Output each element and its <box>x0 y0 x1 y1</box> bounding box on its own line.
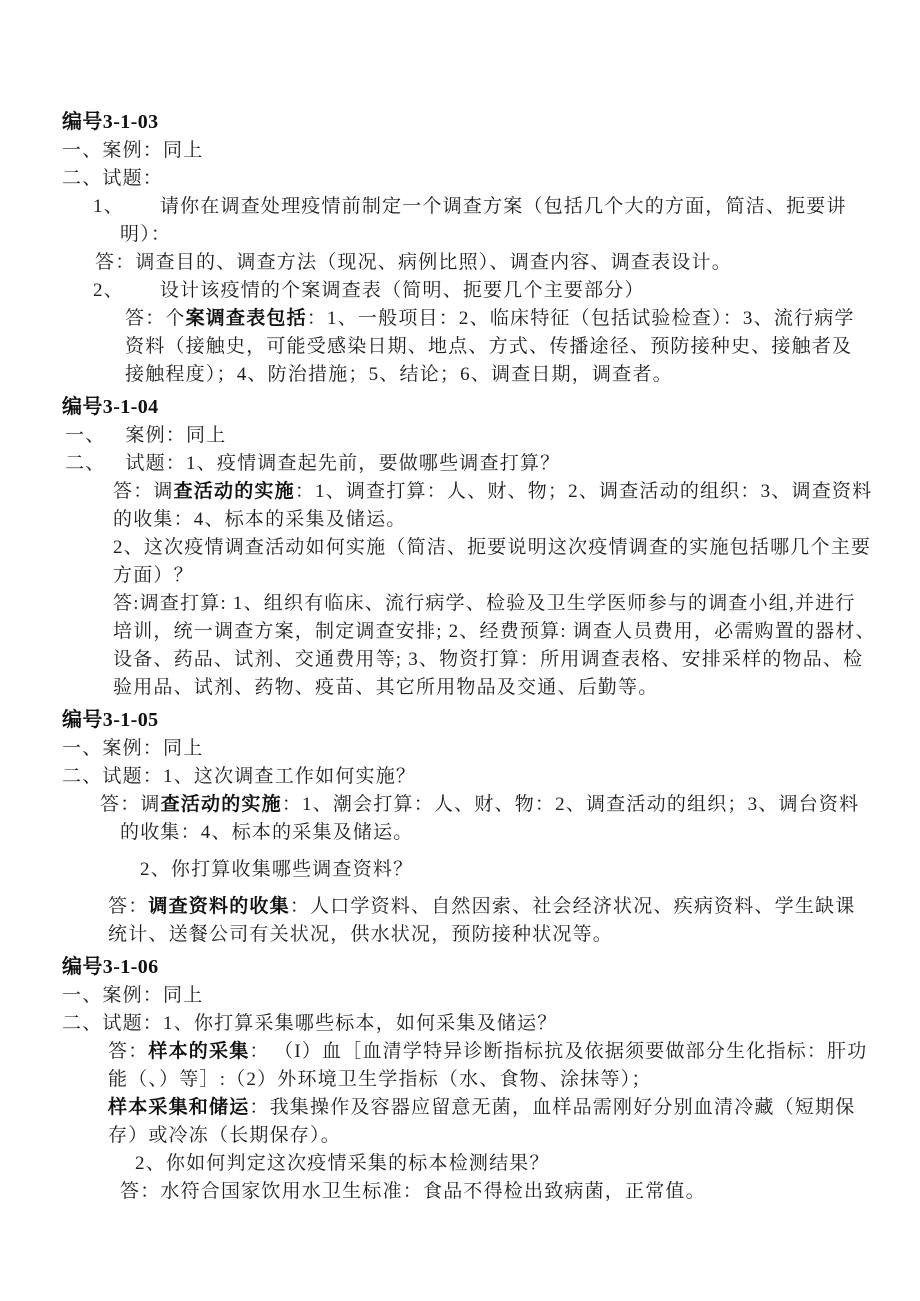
text-run: 的收集：4、标本的采集及储运。 <box>113 509 407 530</box>
section-number-heading <box>62 393 920 422</box>
text-run: ：1、调查打算：人、财、物；2、调查活动的组织：3、调查资料 <box>294 481 873 502</box>
text-run: 二、试题：1、这次调查工作如何实施？ <box>62 766 417 787</box>
text-run: 存）或冷冻（长期保存）。 <box>108 1125 341 1146</box>
section-number-heading <box>62 953 920 982</box>
text-run: （I）血［血清学特异诊断指标抗及依据须要做部分生化指标：肝功 <box>283 1041 868 1062</box>
text-run: ：我集操作及容器应留意无菌，血样品需刚好分别血清冷藏（短期保 <box>249 1097 856 1118</box>
text-run: 一、案例：同上 <box>62 985 204 1006</box>
text-run: 2、 <box>93 280 124 301</box>
text-run: 二、 <box>65 453 106 474</box>
bold-run: 调查资料的收集 <box>148 896 290 917</box>
text-line <box>125 333 920 361</box>
section-number-heading <box>62 706 920 735</box>
text-line <box>108 1094 920 1122</box>
text-run: 2、你打算收集哪些调查资料？ <box>140 859 414 880</box>
bold-run: 编号3-1-04 <box>62 396 159 418</box>
text-run: 统计、送餐公司有关状况，供水状况，预防接种状况等。 <box>108 924 614 945</box>
text-line <box>108 1038 920 1066</box>
bold-run: 编号3-1-03 <box>62 111 159 133</box>
text-run: 2、你如何判定这次疫情采集的标本检测结果？ <box>135 1153 550 1174</box>
text-run: 答： <box>108 1041 149 1062</box>
text-line <box>65 450 920 478</box>
text-line <box>62 137 920 165</box>
text-run: ：1、潮会打算：人、财、物：2、调查活动的组织；3、调台资料 <box>281 794 860 815</box>
text-run: ：1、一般项目：2、临床特征（包括试验检查）：3、流行病学 <box>306 308 855 329</box>
text-run: 一、案例：同上 <box>62 738 204 759</box>
bold-run: 样本采集和储运 <box>108 1097 250 1118</box>
text-run: 答：调 <box>113 481 174 502</box>
text-line <box>140 856 920 884</box>
bold-run: 样本的采集 <box>148 1041 250 1062</box>
text-run: 答：调 <box>100 794 161 815</box>
text-line <box>62 735 920 763</box>
text-line <box>113 618 920 646</box>
text-run: 1、 <box>93 196 124 217</box>
text-line <box>95 249 920 277</box>
text-line <box>108 893 920 921</box>
bold-run: 查活动的实施 <box>160 794 282 815</box>
text-run: 一、 <box>65 425 106 446</box>
text-line <box>113 478 920 506</box>
text-run: 明）： <box>120 224 172 245</box>
text-run: 验用品、试剂、药物、疫苗、其它所用物品及交通、后勤等。 <box>113 677 659 698</box>
text-line <box>113 506 920 534</box>
text-run: 二、试题：1、你打算采集哪些标本，如何采集及储运？ <box>62 1013 558 1034</box>
text-run: 答：调查目的、调查方法（现况、病例比照）、调查内容、调查表设计。 <box>95 252 732 273</box>
bold-run: 编号3-1-05 <box>62 709 159 731</box>
text-line <box>62 165 920 193</box>
text-line <box>62 763 920 791</box>
text-line <box>135 1150 920 1178</box>
text-run: ：人口学资料、自然因索、社会经济状况、疾病资料、学生缺课 <box>289 896 856 917</box>
text-run: 答:调查打算: 1、组织有临床、流行病学、检验及卫生学医师参与的调查小组,并进行 <box>113 593 856 614</box>
text-run: 请你在调查处理疫情前制定一个调查方案（包括几个大的方面，简洁、扼要讲 <box>159 196 847 217</box>
text-run: ： <box>249 1041 270 1062</box>
text-run: 一、案例：同上 <box>62 140 204 161</box>
text-line <box>93 277 920 305</box>
bold-run: 案调查表包括 <box>185 308 307 329</box>
text-run: 答： <box>108 896 149 917</box>
text-line <box>108 921 920 949</box>
text-line <box>120 1178 920 1206</box>
text-run: 二、试题： <box>62 168 164 189</box>
text-run: 答：水符合国家饮用水卫生标准：食品不得检出致病菌，正常值。 <box>120 1181 706 1202</box>
text-run: 2、这次疫情调查活动如何实施（简洁、扼要说明这次疫情调查的实施包括哪几个主要 <box>113 537 872 558</box>
section-number-heading <box>62 108 920 137</box>
text-line <box>113 534 920 562</box>
text-run: 培训，统一调查方案，制定调查安排; 2、经费预算: 调查人员费用，必需购置的器材、 <box>113 621 876 642</box>
text-line <box>120 819 920 847</box>
text-run: 能（、）等］:（2）外环境卫生学指标（水、食物、涂抹等）； <box>108 1069 652 1090</box>
text-line <box>113 590 920 618</box>
text-run: 资料（接触史，可能受感染日期、地点、方式、传播途径、预防接种史、接触者及 <box>125 336 853 357</box>
text-line <box>93 193 920 221</box>
text-run: 案例：同上 <box>125 425 227 446</box>
text-run: 设计该疫情的个案调查表（简明、扼要几个主要部分） <box>159 280 645 301</box>
text-line <box>62 1010 920 1038</box>
text-line <box>108 1122 920 1150</box>
text-line <box>62 982 920 1010</box>
text-line <box>100 791 920 819</box>
bold-run: 查活动的实施 <box>173 481 295 502</box>
text-line <box>120 221 920 249</box>
text-run: 的收集：4、标本的采集及储运。 <box>120 822 414 843</box>
text-line <box>65 422 920 450</box>
text-line <box>113 562 920 590</box>
text-run: 答：个 <box>125 308 186 329</box>
bold-run: 编号3-1-06 <box>62 956 159 978</box>
text-line <box>113 674 920 702</box>
text-line <box>113 646 920 674</box>
text-line <box>125 361 920 389</box>
text-line <box>125 305 920 333</box>
text-run: 试题：1、疫情调查起先前，要做哪些调查打算？ <box>125 453 561 474</box>
text-run: 设备、药品、试剂、交通费用等; 3、物资打算：所用调查表格、安排采样的物品、检 <box>113 649 864 670</box>
text-line <box>108 1066 920 1094</box>
text-run: 方面）？ <box>113 565 194 586</box>
text-run: 接触程度）；4、防治措施；5、结论；6、调查日期，调查者。 <box>125 364 673 385</box>
